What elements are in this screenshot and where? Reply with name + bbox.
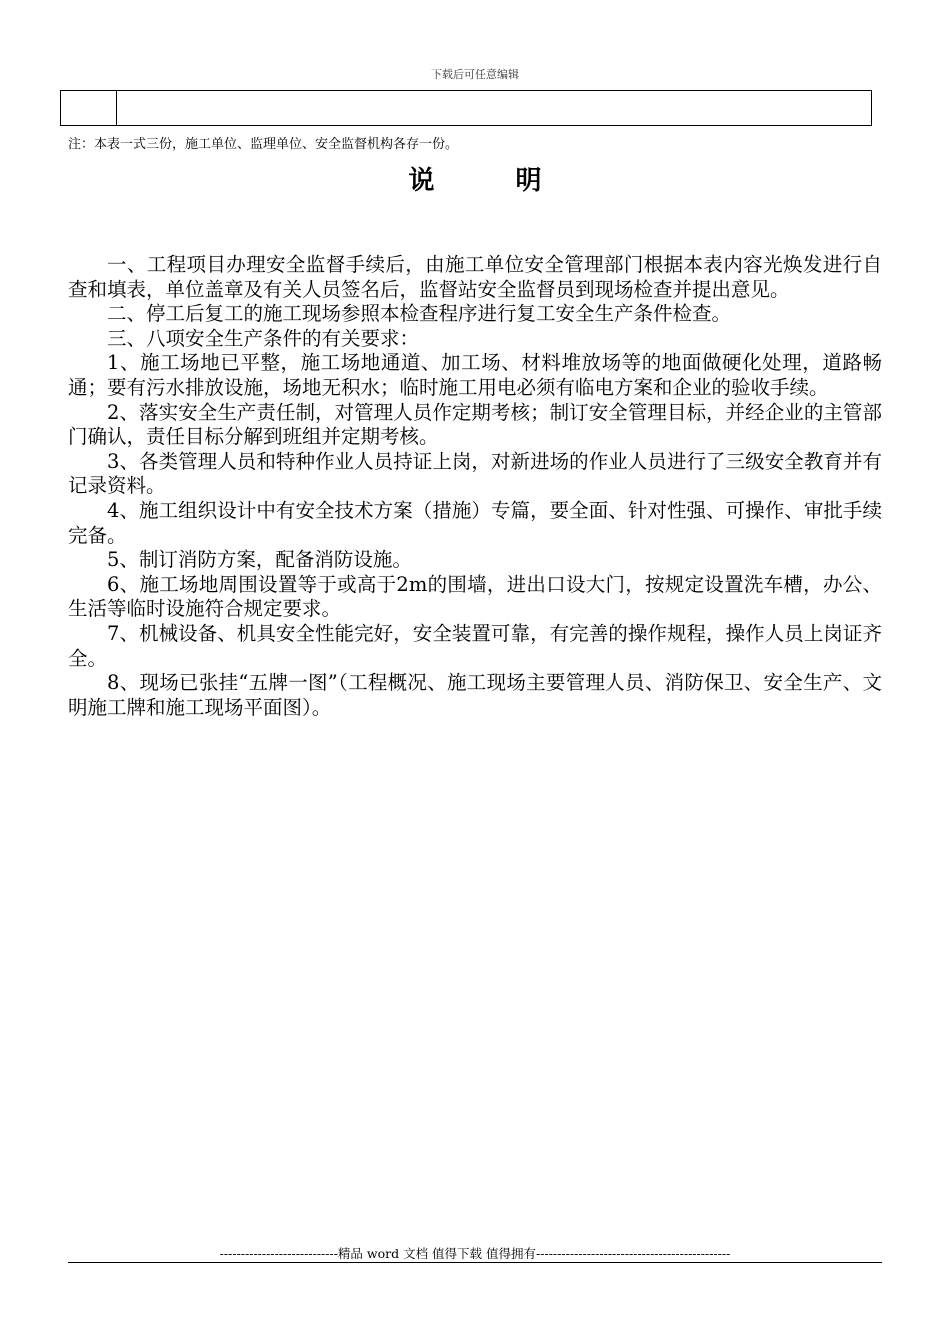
page-footer-text: ----------------------------精品 word 文档 值得下载 值得拥有---------------------------------------------- — [219, 1246, 731, 1261]
paragraph: 6、施工场地周围设置等于或高于2m的围墙，进出口设大门，按规定设置洗车槽，办公、生活等临时设施符合规定要求。 — [68, 572, 882, 621]
table-footnote: 注：本表一式三份，施工单位、监理单位、安全监督机构各存一份。 — [68, 137, 459, 152]
table-cell-left — [61, 91, 117, 125]
paragraph: 7、机械设备、机具安全性能完好，安全装置可靠，有完善的操作规程，操作人员上岗证齐全。 — [68, 621, 882, 670]
section-title: 说 明 — [408, 166, 578, 196]
paragraph: 一、工程项目办理安全监督手续后，由施工单位安全管理部门根据本表内容光焕发进行自查和填表，单位盖章及有关人员签名后，监督站安全监督员到现场检查并提出意见。 — [68, 253, 882, 301]
paragraph: 1、施工场地已平整，施工场地通道、加工场、材料堆放场等的地面做硬化处理，道路畅通；要有污水排放设施，场地无积水；临时施工用电必须有临电方案和企业的验收手续。 — [68, 351, 882, 399]
table-cell-right — [117, 91, 871, 125]
paragraph: 三、八项安全生产条件的有关要求： — [107, 326, 420, 350]
paragraph: 二、停工后复工的施工现场参照本检查程序进行复工安全生产条件检查。 — [107, 302, 732, 326]
paragraph: 8、现场已张挂“五牌一图”（工程概况、施工现场主要管理人员、消防保卫、安全生产、文明施工牌和施工现场平面图）。 — [68, 671, 882, 719]
paragraph: 2、落实安全生产责任制，对管理人员作定期考核；制订安全管理目标，并经企业的主管部门确认，责任目标分解到班组并定期考核。 — [68, 400, 882, 449]
instructions-body — [68, 253, 882, 720]
paragraph: 4、施工组织设计中有安全技术方案（措施）专篇，要全面、针对性强、可操作、审批手续完备。 — [68, 498, 882, 547]
paragraph: 3、各类管理人员和特种作业人员持证上岗，对新进场的作业人员进行了三级安全教育并有记录资料。 — [68, 449, 882, 498]
form-table-bottom-row — [60, 90, 872, 126]
paragraph: 5、制订消防方案，配备消防设施。 — [107, 548, 412, 572]
page-header-note: 下载后可任意编辑 — [431, 68, 519, 81]
footer-divider — [68, 1262, 882, 1263]
